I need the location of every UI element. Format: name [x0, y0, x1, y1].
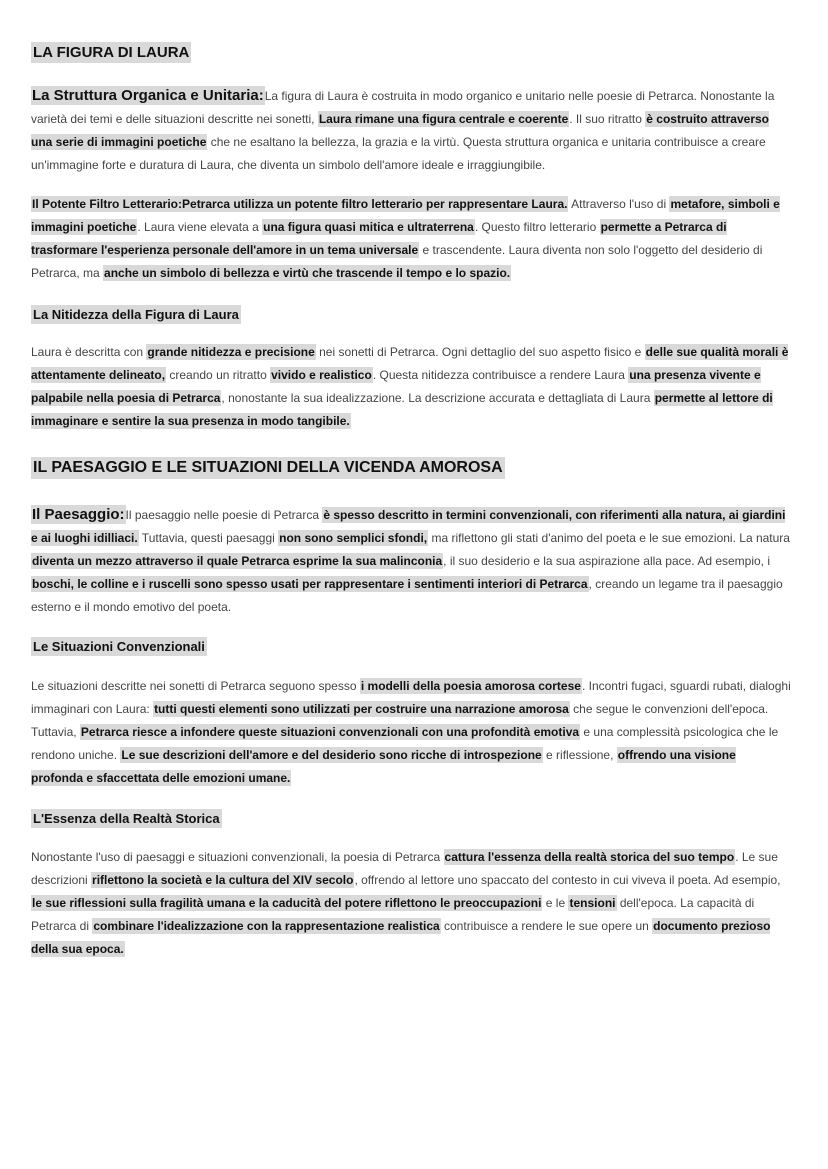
text: , offrendo al lettore uno spaccato del contesto in cui viveva il poeta. Ad esempio, [354, 873, 781, 887]
text: Attraverso l'uso di [568, 197, 670, 211]
paragraph-situazioni [31, 675, 791, 790]
highlight: combinare l'idealizzazione con la rappresentazione realistica [93, 919, 440, 933]
text: e una complessità psicologica che le rendono uniche. [31, 725, 779, 762]
highlight: permette al lettore di immaginare e sentire la sua presenza in modo tangibile. [31, 391, 773, 428]
highlight: tutti questi elementi sono utilizzati per costruire una narrazione amorosa [154, 702, 569, 716]
highlight: Le sue descrizioni dell'amore e del desiderio sono ricche di introspezione [121, 748, 542, 762]
text: ma riflettono gli stati d'animo del poeta e le sue emozioni. La natura [428, 531, 790, 545]
paragraph-realta-storica [31, 846, 791, 961]
highlight: anche un simbolo di bellezza e virtù che trascende il tempo e lo spazio. [104, 266, 511, 280]
title-la-figura-di-laura: LA FIGURA DI LAURA [33, 44, 190, 61]
text: che ne esaltano la bellezza, la grazia e la virtù. Questa struttura organica e unitaria contribuisce a creare un'immagine forte e duratura di Laura, che diventa un simbolo dell'amore ideale e irraggiungibile. [31, 135, 766, 172]
text: Nonostante l'uso di paesaggi e situazioni convenzionali, la poesia di Petrarca [31, 850, 444, 864]
text: nei sonetti di Petrarca. Ogni dettaglio del suo aspetto fisico e [315, 345, 645, 359]
lead-paesaggio: Il Paesaggio: [32, 506, 125, 523]
highlight: tensioni [569, 896, 616, 910]
text: creando un ritratto [166, 368, 271, 382]
highlight: delle sue qualità morali è attentamente delineato, [31, 345, 789, 382]
text: e le [542, 896, 569, 910]
text: Il paesaggio nelle poesie di Petrarca [125, 508, 323, 522]
highlight: non sono semplici sfondi, [279, 531, 428, 545]
text: , il suo desiderio e la sua aspirazione alla pace. Ad esempio, i [443, 554, 771, 568]
highlight: le sue riflessioni sulla fragilità umana e la caducità del potere riflettono le preoccupazioni [32, 896, 542, 910]
text: . Il suo ritratto [569, 112, 646, 126]
text: . Incontri fugaci, sguardi rubati, dialoghi immaginari con Laura: [31, 679, 791, 716]
text: e trascendente. Laura diventa non solo l'oggetto del desiderio di Petrarca, ma [31, 243, 763, 280]
highlight: diventa un mezzo attraverso il quale Petrarca esprime la sua malinconia [32, 554, 443, 568]
highlight: cattura l'essenza della realtà storica del suo tempo [444, 850, 735, 864]
highlight: documento prezioso della sua epoca. [31, 919, 771, 956]
highlight: riflettono la società e la cultura del XIV secolo [92, 873, 354, 887]
highlight: permette a Petrarca di trasformare l'esperienza personale dell'amore in un tema universale [31, 220, 727, 257]
paragraph-nitidezza [31, 341, 791, 433]
highlight: metafore, simboli e immagini poetiche [31, 197, 780, 234]
text: Laura è descritta con [31, 345, 147, 359]
paragraph-paesaggio [31, 503, 791, 619]
text: che segue le convenzioni dell'epoca. Tuttavia, [31, 702, 769, 739]
text: . Laura viene elevata a [137, 220, 263, 234]
subtitle-situazioni-convenzionali: Le Situazioni Convenzionali [33, 639, 205, 654]
text: . Questo filtro letterario [474, 220, 600, 234]
highlight: è spesso descritto in termini convenzionali, con riferimenti alla natura, ai giardini e ai luoghi idilliaci. [31, 508, 786, 545]
subtitle-realta-storica: L'Essenza della Realtà Storica [33, 811, 220, 826]
highlight: è costruito attraverso una serie di immagini poetiche [31, 112, 769, 149]
text: , creando un legame tra il paesaggio esterno e il mondo emotivo del poeta. [31, 577, 783, 614]
title-paesaggio-situazioni: IL PAESAGGIO E LE SITUAZIONI DELLA VICENDA AMOROSA [31, 457, 505, 479]
subtitle-nitidezza: La Nitidezza della Figura di Laura [33, 307, 239, 322]
highlight: offrendo una visione profonda e sfaccettata delle emozioni umane. [31, 748, 736, 785]
highlight: grande nitidezza e precisione [147, 345, 315, 359]
text: Le situazioni descritte nei sonetti di Petrarca seguono spesso [31, 679, 360, 693]
highlight: i modelli della poesia amorosa cortese [360, 679, 581, 693]
text: e riflessione, [542, 748, 617, 762]
text: dell'epoca. La capacità di Petrarca di [31, 896, 755, 933]
highlight: Il Potente Filtro Letterario:Petrarca utilizza un potente filtro letterario per rappresentare Laura. [32, 197, 568, 211]
text: . Le sue descrizioni [31, 850, 778, 887]
text: La figura di Laura è costruita in modo organico e unitario nelle poesie di Petrarca. Nonostante la varietà dei temi e delle situazioni descritte nei sonetti, [31, 89, 775, 126]
text: Tuttavia, questi paesaggi [138, 531, 279, 545]
highlight: una figura quasi mitica e ultraterrena [263, 220, 474, 234]
highlight: una presenza vivente e palpabile nella poesia di Petrarca [31, 368, 761, 405]
highlight: vivido e realistico [271, 368, 372, 382]
text: . Questa nitidezza contribuisce a rendere Laura [372, 368, 629, 382]
lead-struttura-organica: La Struttura Organica e Unitaria: [32, 87, 264, 104]
highlight: Laura rimane una figura centrale e coerente [318, 112, 569, 126]
text: , nonostante la sua idealizzazione. La descrizione accurata e dettagliata di Laura [221, 391, 654, 405]
text: contribuisce a rendere le sue opere un [440, 919, 653, 933]
paragraph-struttura-organica [31, 84, 791, 177]
highlight: Petrarca riesce a infondere queste situazioni convenzionali con una profondità emotiva [80, 725, 580, 739]
paragraph-filtro-letterario [31, 193, 791, 285]
highlight: boschi, le colline e i ruscelli sono spesso usati per rappresentare i sentimenti interiori di Petrarca [32, 577, 588, 591]
